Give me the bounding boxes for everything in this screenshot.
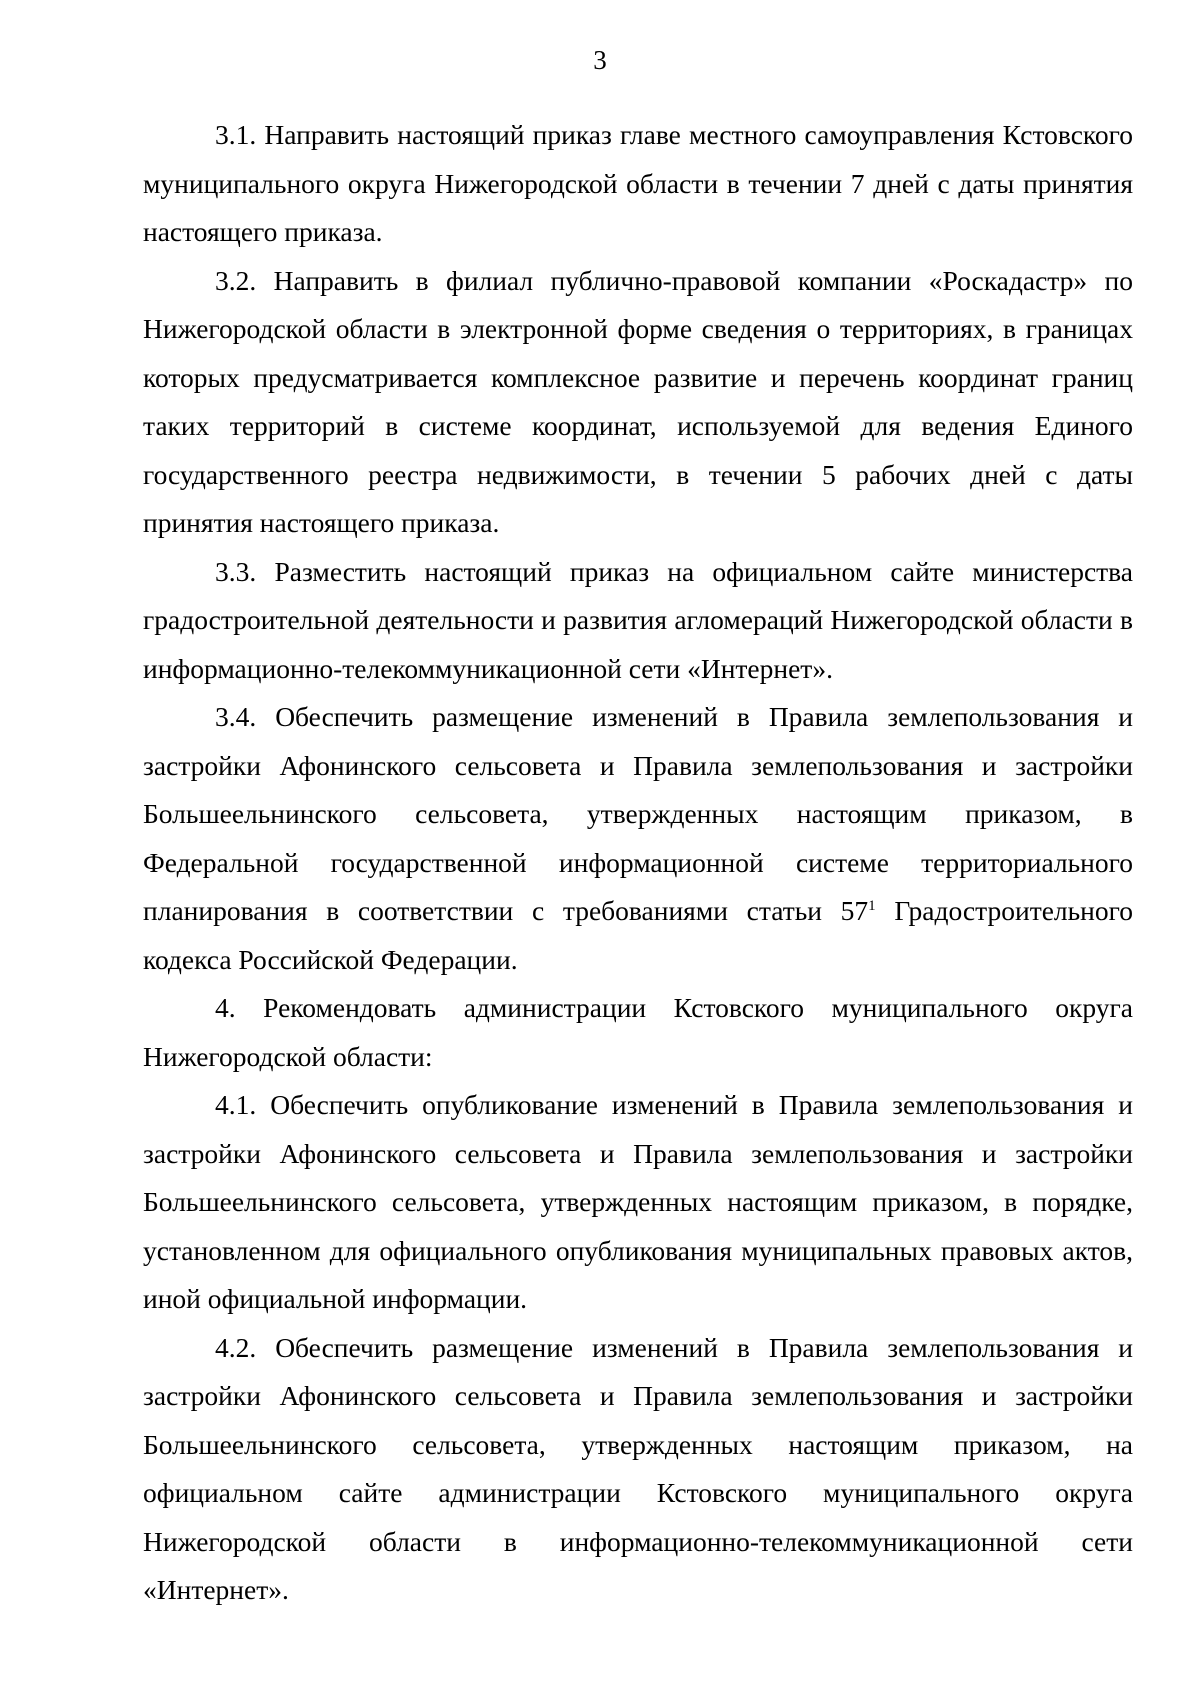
- paragraph-3-4: [143, 693, 1133, 984]
- paragraph-3-4-text-end: Градостроительного кодекса Российской Федерации.: [143, 895, 1133, 975]
- paragraph-3-3: 3.3. Разместить настоящий приказ на официальном сайте министерства градостроительной деятельности и развития агломераций Нижегородской области в информационно-телекоммуникационной сети «Интернет».: [143, 555, 1133, 684]
- paragraph-4-1: 4.1. Обеспечить опубликование изменений в Правила землепользования и застройки Афонинского сельсовета и Правила землепользования и застройки Большеельнинского сельсовета, утвержденных настоящим приказом, в порядке, установленном для официального опубликования муниципальных правовых актов, иной официальной информации.: [143, 1089, 1133, 1314]
- paragraph-3-2: 3.2. Направить в филиал публично-правовой компании «Роскадастр» по Нижегородской области в электронной форме сведения о территориях, в границах которых предусматривается комплексное развитие и перечень координат границ таких территорий в системе координат, используемой для ведения Единого государственного реестра недвижимости, в течении 5 рабочих дней с даты принятия настоящего приказа.: [143, 264, 1133, 538]
- paragraph-3-4-text: 3.4. Обеспечить размещение изменений в Правила землепользования и застройки Афонинского сельсовета и Правила землепользования и застройки Большеельнинского сельсовета, утвержденных настоящим приказом, в Федеральной государственной информационной системе территориального планирования в соответствии с требованиями статьи 57: [143, 701, 1133, 926]
- paragraph-4: 4. Рекомендовать администрации Кстовского муниципального округа Нижегородской области:: [143, 992, 1133, 1072]
- paragraph-3-1: 3.1. Направить настоящий приказ главе местного самоуправления Кстовского муниципального округа Нижегородской области в течении 7 дней с даты принятия настоящего приказа.: [143, 119, 1133, 247]
- article-superscript: 1: [868, 897, 876, 914]
- page-number: 3: [593, 45, 607, 75]
- paragraph-4-2: 4.2. Обеспечить размещение изменений в Правила землепользования и застройки Афонинского сельсовета и Правила землепользования и застройки Большеельнинского сельсовета, утвержденных настоящим приказом, на официальном сайте администрации Кстовского муниципального округа Нижегородской области в информационно-телекоммуникационной сети «Интернет».: [143, 1331, 1133, 1605]
- document-body: [143, 111, 1133, 1615]
